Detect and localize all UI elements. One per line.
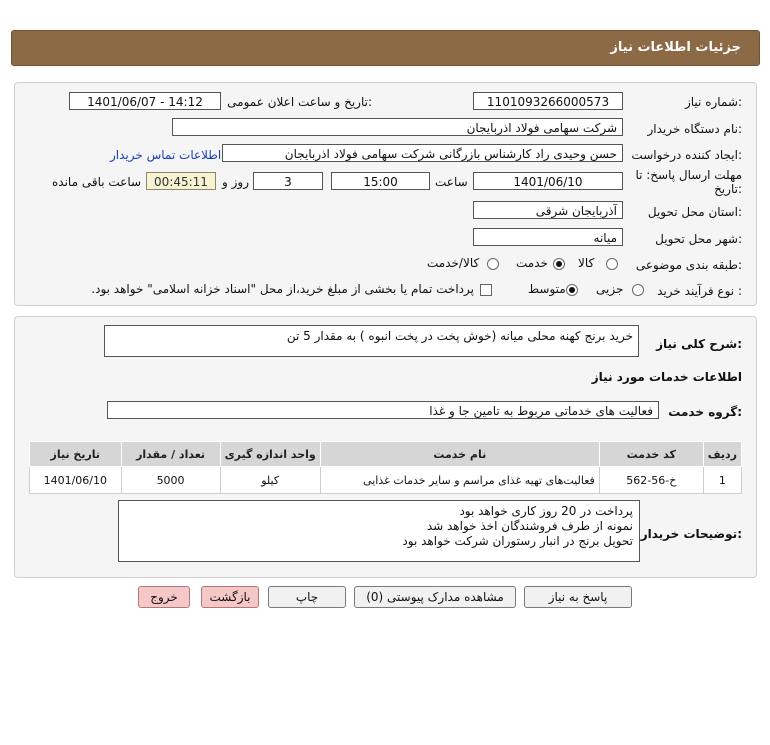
deadline-label-line1: مهلت ارسال پاسخ: تا (635, 168, 742, 182)
announce-datetime-label: تاریخ و ساعت اعلان عمومی: (227, 95, 372, 109)
col-service-code: کد خدمت (599, 442, 703, 467)
requester-label: ایجاد کننده درخواست: (631, 148, 742, 162)
category-option-goods-service: کالا/خدمت (427, 256, 480, 270)
buyer-note-line: پرداخت در 20 روز کاری خواهد بود (459, 504, 633, 518)
treasury-payment-note: پرداخت تمام یا بخشی از مبلغ خرید،از محل "اسناد خزانه اسلامی" خواهد بود. (91, 282, 474, 296)
view-attachments-button[interactable]: مشاهده مدارک پیوستی (0) (354, 586, 516, 608)
deadline-label-line2: تاریخ: (714, 182, 742, 196)
buyer-note-line: نمونه از طرف فروشندگان اخذ خواهد شد (426, 519, 633, 533)
cell-service-name: فعالیت‌های تهیه غذای مراسم و سایر خدمات غذایی (320, 467, 599, 494)
back-button[interactable]: بازگشت (201, 586, 259, 608)
process-radio-minor[interactable] (632, 284, 644, 296)
need-summary-label: شرح کلی نیاز: (656, 337, 742, 351)
need-info-panel (14, 82, 757, 306)
buyer-org-field: شرکت سهامی فولاد اذربایجان (172, 118, 623, 136)
requester-field: حسن وحیدی راد کارشناس بازرگانی شرکت سهامی فولاد اذربایجان (222, 144, 623, 162)
delivery-province-field: آذربایجان شرقی (473, 201, 623, 219)
deadline-days-field: 3 (253, 172, 323, 190)
announce-datetime-field: 1401/06/07 - 14:12 (69, 92, 221, 110)
category-label: طبقه بندی موضوعی: (635, 258, 742, 272)
buyer-notes-label: توضیحات خریدار: (640, 527, 742, 541)
process-option-medium: متوسط (528, 282, 566, 296)
buyer-notes-box (118, 500, 640, 562)
need-summary-field: خرید برنج کهنه محلی میانه (خوش پخت در پخت انبوه ) به مقدار 5 تن (104, 325, 639, 357)
category-radio-goods-service[interactable] (487, 258, 499, 270)
page-header (11, 30, 760, 66)
cell-row-number: 1 (703, 467, 741, 494)
buyer-contact-link[interactable]: اطلاعات تماس خریدار (110, 148, 222, 162)
need-number-field: 1101093266000573 (473, 92, 623, 110)
buyer-note-line: تحویل برنج در انبار رستوران شرکت خواهد بود (402, 534, 633, 548)
cell-service-code: خ-56-562 (599, 467, 703, 494)
col-service-name: نام خدمت (320, 442, 599, 467)
remaining-time-field: 00:45:11 (146, 172, 216, 190)
service-group-field: فعالیت های خدماتی مربوط به تامین جا و غذا (107, 401, 659, 419)
cell-unit: کیلو (220, 467, 320, 494)
category-option-service: خدمت (516, 256, 548, 270)
service-group-label: گروه خدمت: (668, 405, 742, 419)
delivery-city-field: میانه (473, 228, 623, 246)
table-row (30, 467, 742, 494)
process-radio-medium[interactable] (566, 284, 578, 296)
need-number-label: شماره نیاز: (684, 95, 742, 109)
category-option-goods: کالا (578, 256, 595, 270)
process-option-minor: جزیی (596, 282, 624, 296)
deadline-time-label: ساعت (435, 175, 468, 189)
page-title: جزئیات اطلاعات نیاز (610, 40, 741, 55)
print-button[interactable]: چاپ (268, 586, 346, 608)
category-radio-service[interactable] (553, 258, 565, 270)
cell-need-date: 1401/06/10 (30, 467, 122, 494)
process-type-label: نوع فرآیند خرید : (657, 284, 742, 298)
col-need-date: تاریخ نیاز (30, 442, 122, 467)
services-heading: اطلاعات خدمات مورد نیاز (591, 370, 742, 384)
cell-quantity: 5000 (121, 467, 220, 494)
exit-button[interactable]: خروج (138, 586, 190, 608)
col-row-number: ردیف (703, 442, 741, 467)
buyer-org-label: نام دستگاه خریدار: (647, 122, 742, 136)
delivery-city-label: شهر محل تحویل: (655, 232, 742, 246)
col-unit: واحد اندازه گیری (220, 442, 320, 467)
service-table-header (30, 442, 742, 467)
reply-button[interactable]: پاسخ به نیاز (524, 586, 632, 608)
col-quantity: تعداد / مقدار (121, 442, 220, 467)
service-table (29, 441, 742, 494)
deadline-date-field: 1401/06/10 (473, 172, 623, 190)
remaining-time-label: ساعت باقی مانده (52, 175, 142, 189)
treasury-payment-checkbox[interactable] (480, 284, 492, 296)
category-radio-goods[interactable] (606, 258, 618, 270)
deadline-time-field: 15:00 (331, 172, 430, 190)
deadline-days-label: روز و (222, 175, 249, 189)
delivery-province-label: استان محل تحویل: (647, 205, 742, 219)
